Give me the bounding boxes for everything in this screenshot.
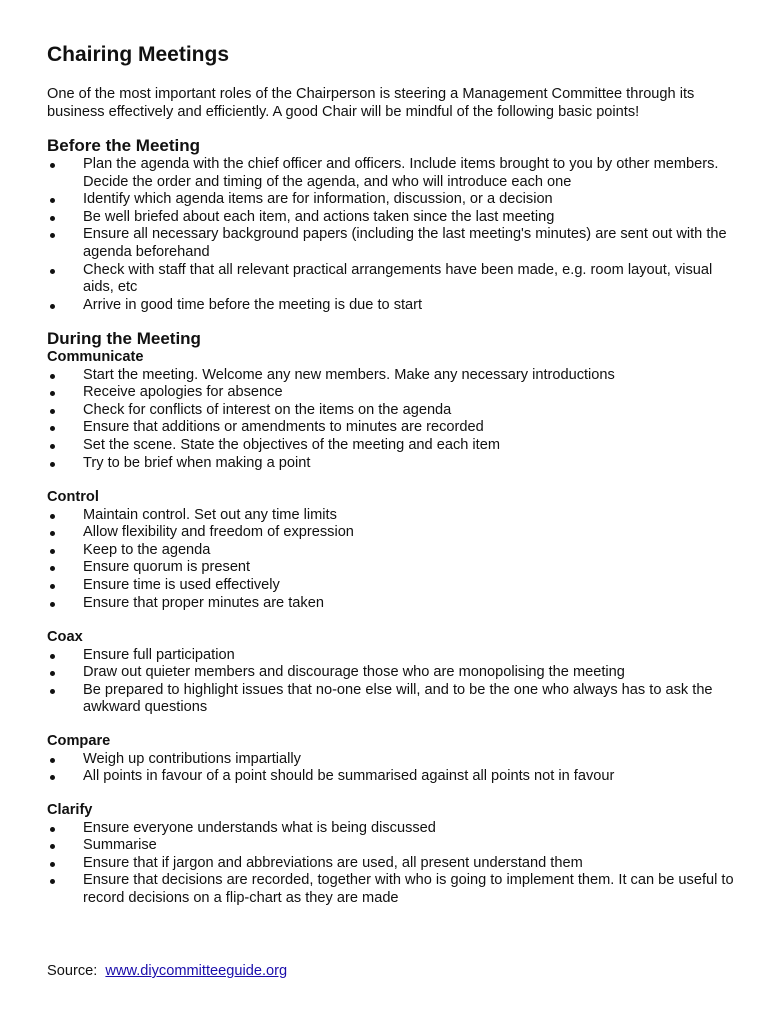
list-item: Ensure that proper minutes are taken [47, 595, 743, 613]
list-item: Ensure that if jargon and abbreviations are used, all present understand them [47, 855, 743, 873]
list-item: Ensure everyone understands what is being discussed [47, 820, 743, 838]
control-list [47, 507, 743, 613]
during-meeting-heading: During the Meeting [47, 329, 201, 348]
list-item: Plan the agenda with the chief officer and officers. Include items brought to you by other members. Decide the order and timing of the agenda, and who will introduce each one [47, 156, 743, 191]
control-heading: Control [47, 489, 99, 505]
list-item: Ensure full participation [47, 647, 743, 665]
list-item: Ensure all necessary background papers (including the last meeting's minutes) are sent out with the agenda beforehand [47, 226, 743, 261]
list-item: Ensure quorum is present [47, 559, 743, 577]
list-item: Try to be brief when making a point [47, 455, 743, 473]
before-meeting-heading: Before the Meeting [47, 136, 201, 155]
communicate-heading: Communicate [47, 349, 144, 365]
source-label: Source: [47, 963, 98, 979]
list-item: Summarise [47, 837, 743, 855]
coax-section [47, 629, 743, 717]
before-meeting-list [47, 156, 743, 314]
compare-section [47, 733, 743, 786]
intro-paragraph: One of the most important roles of the Chairperson is steering a Management Committee through its business effectively and efficiently. A good Chair will be mindful of the following basic points! [47, 86, 695, 120]
list-item: Identify which agenda items are for information, discussion, or a decision [47, 191, 743, 209]
list-item: Draw out quieter members and discourage those who are monopolising the meeting [47, 664, 743, 682]
list-item: Be well briefed about each item, and actions taken since the last meeting [47, 209, 743, 227]
list-item: Ensure that decisions are recorded, together with who is going to implement them. It can be useful to record decisions on a flip-chart as they are made [47, 872, 743, 907]
coax-heading: Coax [47, 629, 83, 645]
list-item: Check with staff that all relevant practical arrangements have been made, e.g. room layout, visual aids, etc [47, 262, 743, 297]
compare-list [47, 751, 743, 786]
list-item: Keep to the agenda [47, 542, 743, 560]
list-item: Allow flexibility and freedom of expression [47, 524, 743, 542]
list-item: Ensure that additions or amendments to minutes are recorded [47, 419, 743, 437]
list-item: Set the scene. State the objectives of the meeting and each item [47, 437, 743, 455]
source-link[interactable]: www.diycommitteeguide.org [105, 963, 288, 979]
control-section [47, 489, 743, 612]
list-item: All points in favour of a point should be summarised against all points not in favour [47, 768, 743, 786]
list-item: Receive apologies for absence [47, 384, 743, 402]
clarify-heading: Clarify [47, 802, 93, 818]
page-title: Chairing Meetings [47, 43, 230, 66]
coax-list [47, 647, 743, 717]
source-line [47, 963, 287, 981]
clarify-section [47, 802, 743, 908]
clarify-list [47, 820, 743, 908]
list-item: Weigh up contributions impartially [47, 751, 743, 769]
list-item: Be prepared to highlight issues that no-one else will, and to be the one who always has to ask the awkward questions [47, 682, 743, 717]
communicate-section [47, 349, 743, 472]
during-meeting-section [47, 329, 201, 349]
list-item: Arrive in good time before the meeting is due to start [47, 297, 743, 315]
compare-heading: Compare [47, 733, 111, 749]
list-item: Maintain control. Set out any time limits [47, 507, 743, 525]
list-item: Start the meeting. Welcome any new members. Make any necessary introductions [47, 367, 743, 385]
list-item: Ensure time is used effectively [47, 577, 743, 595]
communicate-list [47, 367, 743, 473]
before-meeting-section [47, 136, 743, 314]
list-item: Check for conflicts of interest on the items on the agenda [47, 402, 743, 420]
